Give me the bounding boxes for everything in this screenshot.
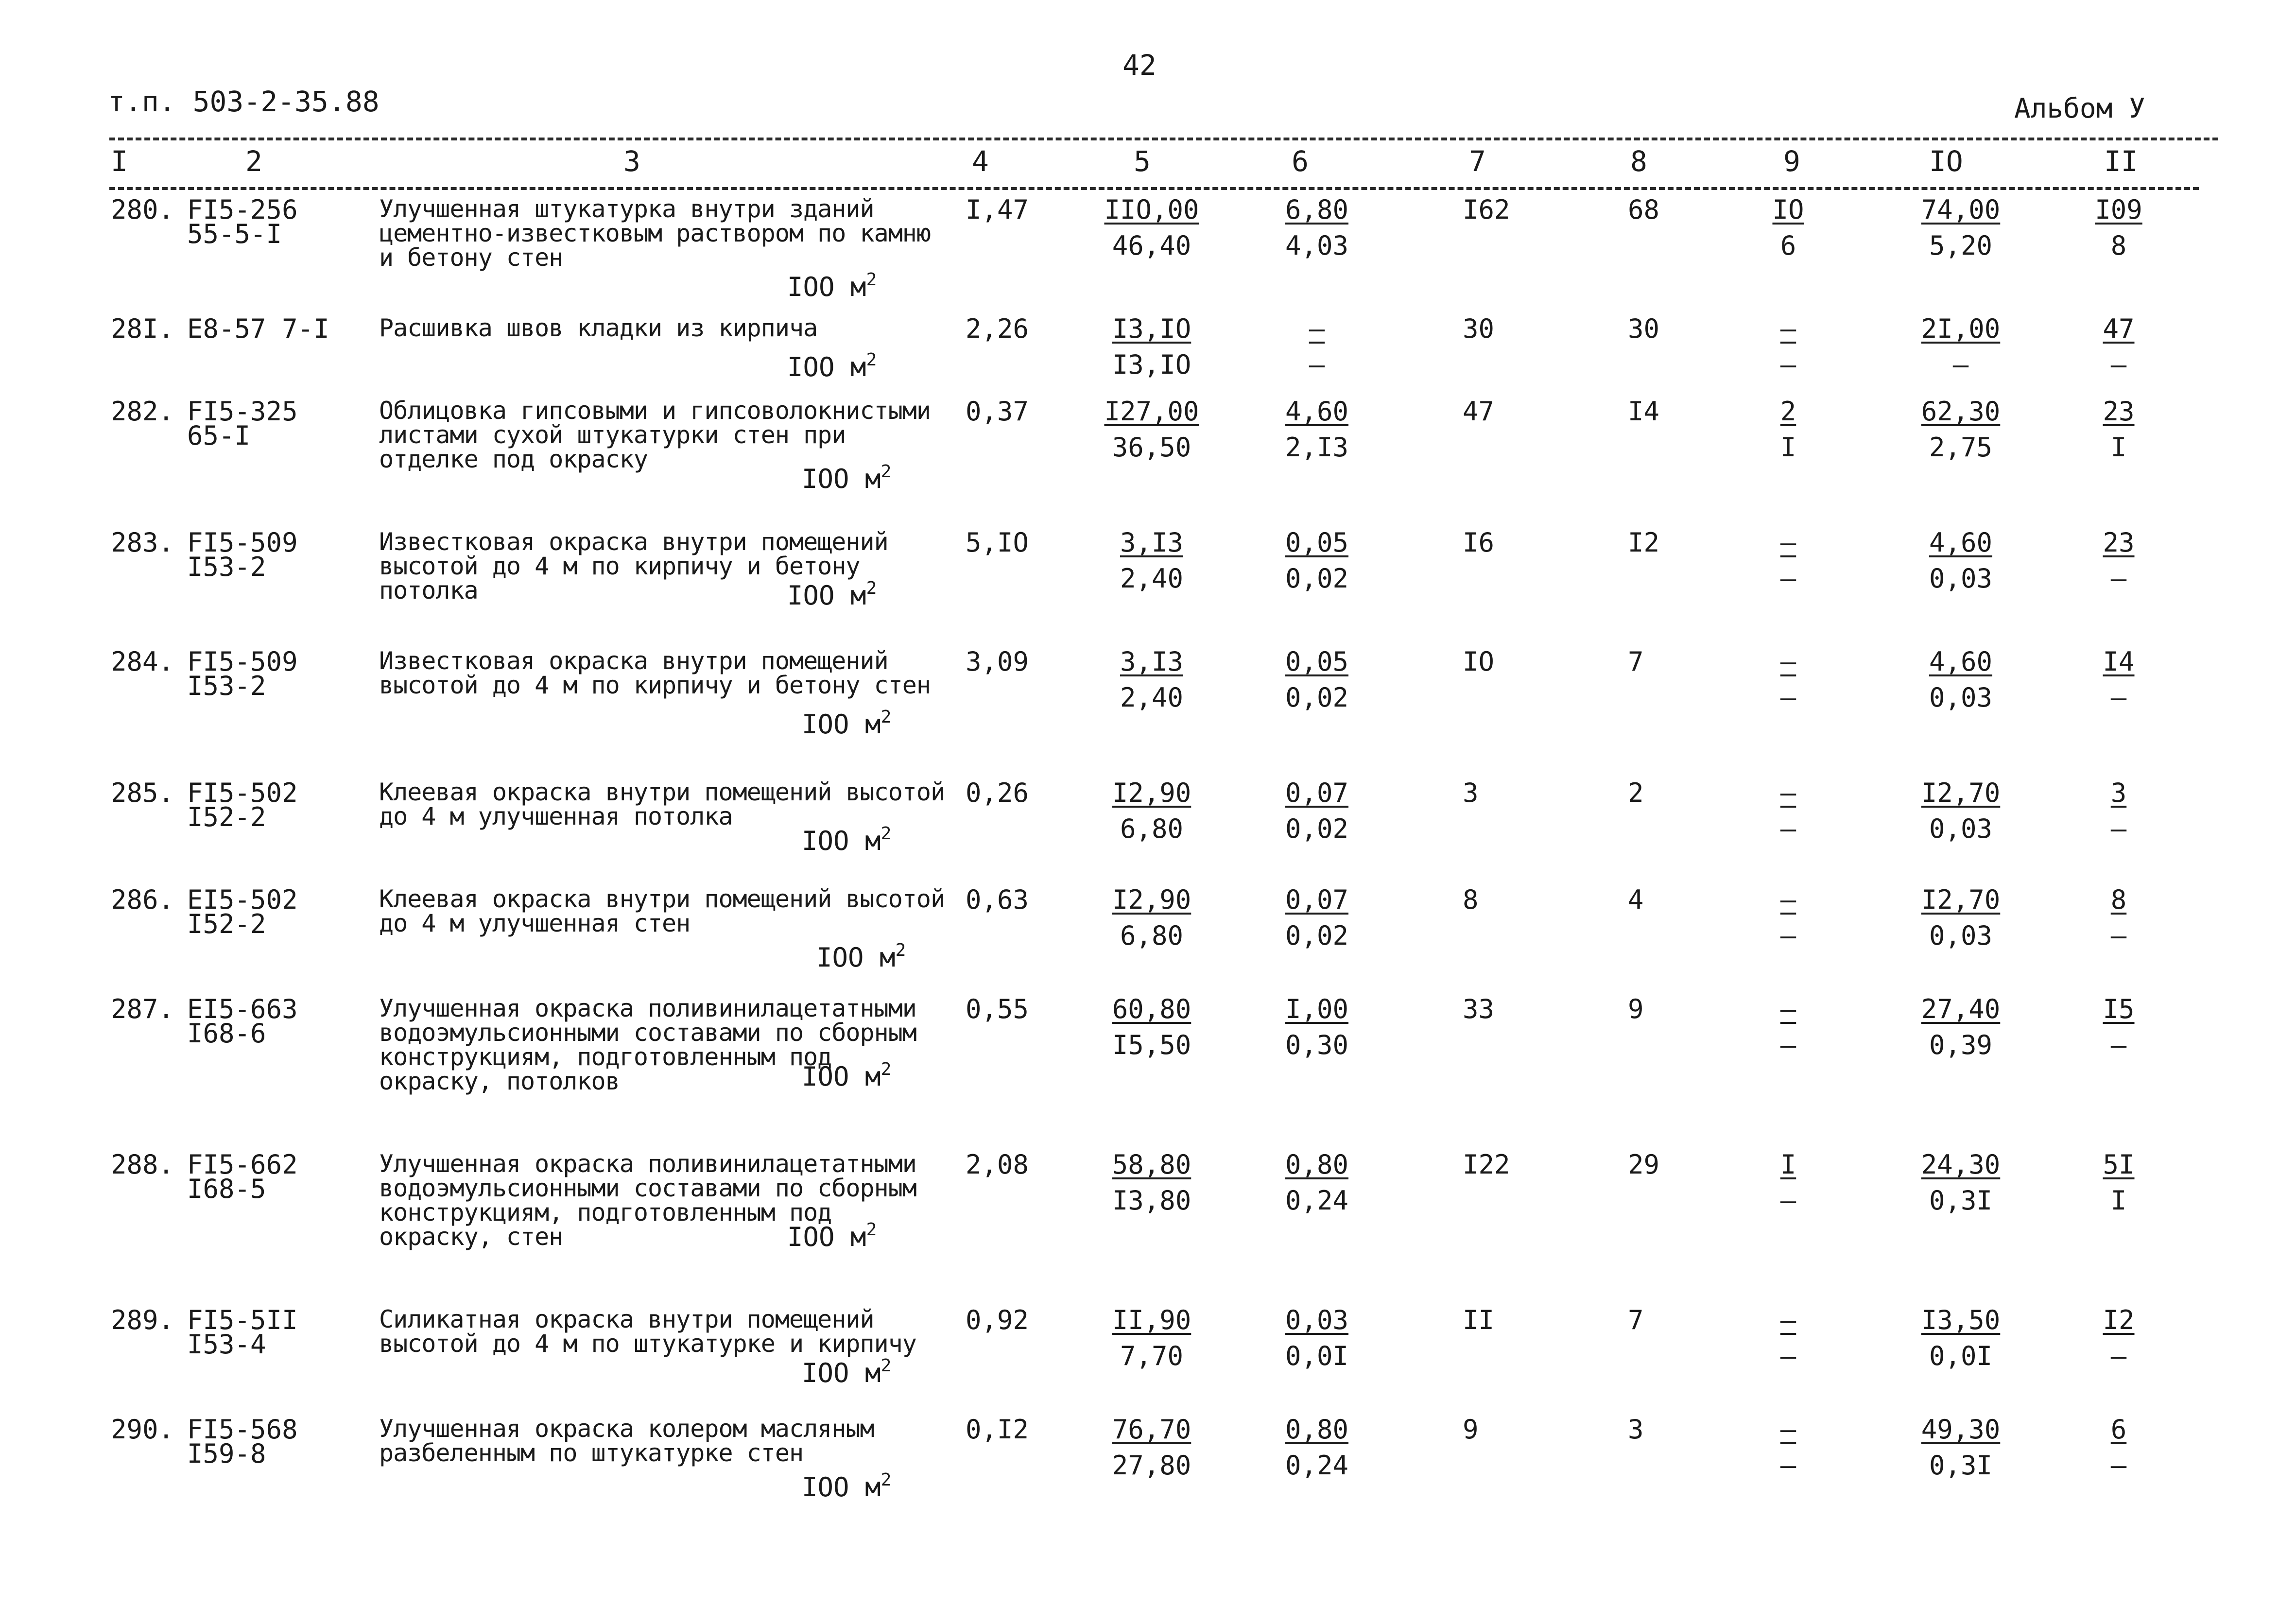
- c6-fraction: [1259, 780, 1375, 842]
- c6-numerator: 6,80: [1285, 194, 1349, 225]
- c11-denominator: –: [2110, 1450, 2127, 1481]
- column-8-value: 9: [1628, 994, 1644, 1024]
- column-8-value: I4: [1628, 396, 1660, 427]
- column-number: 6: [1292, 145, 1309, 178]
- c5-denominator: 2,40: [1120, 682, 1184, 713]
- work-description: Силикатная окраска внутри помещений высотой до 4 м по штукатурке и кирпичу: [379, 1305, 916, 1358]
- rate-code: FI5-502: [187, 778, 298, 808]
- c5-fraction: [1093, 996, 1210, 1058]
- quantity-value: 0,63: [966, 884, 1029, 915]
- rate-code: EI5-663: [187, 994, 298, 1024]
- c11-numerator: 8: [2110, 884, 2127, 915]
- work-description: Облицовка гипсовыми и гипсоволокнистыми листами сухой штукатурки стен при отделке под окраску: [379, 397, 931, 473]
- c6-denominator: 0,02: [1285, 813, 1349, 844]
- rate-code: EI5-502: [187, 884, 298, 915]
- c6-numerator: 4,60: [1285, 396, 1349, 427]
- column-number: 5: [1134, 145, 1151, 178]
- c9-fraction: [1730, 1307, 1847, 1369]
- unit-text: IOO м: [787, 1222, 866, 1252]
- c9-fraction: [1730, 1414, 1847, 1481]
- c10-denominator: 2,75: [1929, 432, 1993, 463]
- unit-of-measure: IOO $м^2$: [787, 270, 877, 302]
- rate-code: FI5-5II: [187, 1305, 298, 1335]
- header-top-rule: [109, 138, 2218, 140]
- c10-fraction: [1902, 884, 2019, 951]
- c9-fraction: [1730, 646, 1847, 713]
- c5-denominator: 36,50: [1112, 432, 1191, 463]
- c5-denominator: 2,40: [1120, 563, 1184, 594]
- c11-numerator: I09: [2095, 194, 2142, 225]
- unit-text: IOO м: [802, 464, 881, 494]
- column-7-value: 9: [1463, 1414, 1479, 1445]
- c11-numerator: 47: [2103, 313, 2135, 344]
- c6-numerator: 0,80: [1285, 1414, 1349, 1445]
- c6-fraction: [1259, 313, 1375, 380]
- c5-denominator: I5,50: [1112, 1030, 1191, 1060]
- rate-code-sub: I53-2: [187, 671, 266, 701]
- c9-fraction: [1730, 194, 1847, 261]
- c10-numerator: I2,70: [1921, 884, 2001, 915]
- c10-numerator: 24,30: [1921, 1149, 2001, 1180]
- c9-numerator: –: [1780, 1414, 1796, 1445]
- column-number: 3: [623, 145, 640, 178]
- c11-denominator: I: [2110, 432, 2127, 463]
- c6-fraction: [1259, 1414, 1375, 1481]
- quantity-value: 5,IO: [966, 527, 1029, 558]
- c5-fraction: [1093, 884, 1210, 951]
- c11-denominator: –: [2110, 813, 2127, 844]
- c9-fraction: [1730, 398, 1847, 461]
- row-number: 290.: [111, 1414, 174, 1445]
- unit-of-measure: IOO $м^2$: [802, 824, 892, 856]
- c10-fraction: [1902, 194, 2019, 261]
- quantity-value: 0,55: [966, 994, 1029, 1024]
- quantity-value: I,47: [966, 194, 1029, 225]
- column-number: 4: [972, 145, 989, 178]
- unit-text: IOO м: [802, 1472, 881, 1503]
- c5-denominator: 6,80: [1120, 920, 1184, 951]
- c11-fraction: [2060, 1149, 2177, 1216]
- column-number: 7: [1469, 145, 1486, 178]
- c6-numerator: 0,05: [1285, 527, 1349, 558]
- c6-numerator: 0,07: [1285, 884, 1349, 915]
- c10-denominator: 5,20: [1929, 230, 1993, 261]
- work-description: Улучшенная окраска колером масляным разбеленным по штукатурке стен: [379, 1415, 874, 1467]
- quantity-value: 0,37: [966, 396, 1029, 427]
- c5-denominator: 6,80: [1120, 813, 1184, 844]
- c11-fraction: [2060, 996, 2177, 1058]
- c10-fraction: [1902, 398, 2019, 461]
- c5-denominator: I3,80: [1112, 1185, 1191, 1216]
- c5-numerator: I2,90: [1112, 884, 1191, 915]
- row-number: 283.: [111, 527, 174, 558]
- c9-numerator: –: [1780, 1305, 1796, 1335]
- c6-numerator: I,00: [1285, 994, 1349, 1024]
- c9-denominator: –: [1780, 813, 1796, 844]
- c6-fraction: [1259, 194, 1375, 261]
- c11-fraction: [2060, 1307, 2177, 1369]
- c11-numerator: 5I: [2103, 1149, 2135, 1180]
- c6-denominator: 0,02: [1285, 920, 1349, 951]
- row-number: 280.: [111, 194, 174, 225]
- row-number: 286.: [111, 884, 174, 915]
- quantity-value: 2,26: [966, 313, 1029, 344]
- c11-fraction: [2060, 313, 2177, 380]
- rate-code-sub: I53-2: [187, 552, 266, 582]
- c6-fraction: [1259, 996, 1375, 1058]
- unit-text: IOO м: [787, 352, 866, 382]
- rate-code: E8-57 7-I: [187, 313, 329, 344]
- c5-denominator: I3,IO: [1112, 349, 1191, 380]
- album-label: Альбом У: [2014, 93, 2145, 124]
- document-code: т.п. 503-2-35.88: [108, 85, 380, 118]
- c11-fraction: [2060, 646, 2177, 713]
- row-number: 289.: [111, 1305, 174, 1335]
- c5-numerator: I2,90: [1112, 778, 1191, 808]
- c10-fraction: [1902, 1307, 2019, 1369]
- c6-numerator: 0,05: [1285, 646, 1349, 677]
- c11-denominator: –: [2110, 563, 2127, 594]
- c11-numerator: I2: [2103, 1305, 2135, 1335]
- c5-numerator: 60,80: [1112, 994, 1191, 1024]
- c11-fraction: [2060, 780, 2177, 842]
- c10-numerator: 62,30: [1921, 396, 2001, 427]
- column-number: 9: [1783, 145, 1800, 178]
- rate-code: FI5-256: [187, 194, 298, 225]
- c5-numerator: 76,70: [1112, 1414, 1191, 1445]
- c10-denominator: 0,03: [1929, 563, 1993, 594]
- rate-code: FI5-325: [187, 396, 298, 427]
- unit-of-measure: IOO $м^2$: [802, 1059, 892, 1092]
- column-8-value: 3: [1628, 1414, 1644, 1445]
- column-8-value: I2: [1628, 527, 1660, 558]
- unit-of-measure: IOO $м^2$: [787, 1220, 877, 1252]
- c9-numerator: I: [1780, 1149, 1796, 1180]
- c11-numerator: 23: [2103, 527, 2135, 558]
- c10-fraction: [1902, 313, 2019, 380]
- c9-denominator: –: [1780, 920, 1796, 951]
- column-8-value: 30: [1628, 313, 1660, 344]
- c9-fraction: [1730, 996, 1847, 1058]
- column-8-value: 4: [1628, 884, 1644, 915]
- unit-of-measure: IOO $м^2$: [787, 350, 877, 382]
- rate-code-sub: I53-4: [187, 1329, 266, 1360]
- column-number: 8: [1630, 145, 1647, 178]
- rate-code-sub: I68-5: [187, 1174, 266, 1204]
- c5-denominator: 7,70: [1120, 1341, 1184, 1371]
- work-description: Расшивка швов кладки из кирпича: [379, 314, 818, 342]
- c5-fraction: [1093, 1307, 1210, 1369]
- c6-numerator: 0,07: [1285, 778, 1349, 808]
- work-description: Известковая окраска внутри помещений высотой до 4 м по кирпичу и бетону стен: [379, 647, 931, 699]
- c5-denominator: 27,80: [1112, 1450, 1191, 1481]
- unit-of-measure: IOO $м^2$: [802, 1356, 892, 1388]
- c11-numerator: I4: [2103, 646, 2135, 677]
- c10-numerator: I3,50: [1921, 1305, 2001, 1335]
- column-7-value: 3: [1463, 778, 1479, 808]
- c6-numerator: 0,03: [1285, 1305, 1349, 1335]
- c9-fraction: [1730, 884, 1847, 951]
- c9-numerator: –: [1780, 527, 1796, 558]
- c5-numerator: 58,80: [1112, 1149, 1191, 1180]
- c11-denominator: I: [2110, 1185, 2127, 1216]
- c10-denominator: 0,03: [1929, 920, 1993, 951]
- quantity-value: 0,92: [966, 1305, 1029, 1335]
- c5-fraction: [1093, 527, 1210, 594]
- c5-fraction: [1093, 1149, 1210, 1216]
- c9-denominator: –: [1780, 1450, 1796, 1481]
- rate-code: FI5-568: [187, 1414, 298, 1445]
- c10-numerator: 2I,00: [1921, 313, 2001, 344]
- c6-denominator: 0,02: [1285, 682, 1349, 713]
- c9-denominator: –: [1780, 563, 1796, 594]
- c6-denominator: 0,0I: [1285, 1341, 1349, 1371]
- header-bottom-rule: [109, 187, 2199, 190]
- rate-code: FI5-509: [187, 527, 298, 558]
- c6-fraction: [1259, 646, 1375, 713]
- column-8-value: 7: [1628, 646, 1644, 677]
- c9-fraction: [1730, 527, 1847, 594]
- c5-fraction: [1093, 194, 1210, 261]
- c11-numerator: I5: [2103, 994, 2135, 1024]
- rate-code: FI5-662: [187, 1149, 298, 1180]
- c11-denominator: –: [2110, 682, 2127, 713]
- c6-denominator: –: [1309, 349, 1325, 380]
- c6-fraction: [1259, 527, 1375, 594]
- c11-fraction: [2060, 194, 2177, 261]
- c5-numerator: I3,IO: [1112, 313, 1191, 344]
- c9-numerator: IO: [1772, 194, 1804, 225]
- c6-fraction: [1259, 1307, 1375, 1369]
- c11-denominator: –: [2110, 1341, 2127, 1371]
- c5-fraction: [1093, 646, 1210, 713]
- unit-text: IOO м: [802, 1061, 881, 1092]
- c5-fraction: [1093, 1414, 1210, 1481]
- c9-numerator: –: [1780, 313, 1796, 344]
- work-description: Улучшенная окраска поливинилацетатными водоэмульсионными составами по сборным конструкциям, подготовленным под окраску, потолков: [379, 994, 916, 1095]
- column-7-value: I22: [1463, 1149, 1510, 1180]
- c6-denominator: 0,02: [1285, 563, 1349, 594]
- work-description: Улучшенная окраска поливинилацетатными водоэмульсионными составами по сборным конструкциям, подготовленным под окраску, стен: [379, 1150, 916, 1251]
- c10-numerator: 4,60: [1929, 646, 1993, 677]
- c11-denominator: 8: [2110, 230, 2127, 261]
- c9-fraction: [1730, 1149, 1847, 1216]
- unit-text: IOO м: [802, 826, 881, 856]
- work-description: Клеевая окраска внутри помещений высотой до 4 м улучшенная стен: [379, 885, 945, 937]
- rate-code-sub: I52-2: [187, 802, 266, 832]
- unit-of-measure: IOO $м^2$: [787, 578, 877, 611]
- c10-fraction: [1902, 996, 2019, 1058]
- c10-numerator: I2,70: [1921, 778, 2001, 808]
- unit-text: IOO м: [816, 942, 896, 973]
- column-number: I: [111, 145, 128, 178]
- c10-denominator: 0,3I: [1929, 1450, 1993, 1481]
- rate-code-sub: I59-8: [187, 1438, 266, 1469]
- c6-denominator: 0,24: [1285, 1450, 1349, 1481]
- unit-text: IOO м: [787, 272, 866, 302]
- row-number: 284.: [111, 646, 174, 677]
- c6-denominator: 0,24: [1285, 1185, 1349, 1216]
- c5-fraction: [1093, 398, 1210, 461]
- c6-denominator: 4,03: [1285, 230, 1349, 261]
- c11-fraction: [2060, 398, 2177, 461]
- c10-numerator: 27,40: [1921, 994, 2001, 1024]
- work-description: Клеевая окраска внутри помещений высотой до 4 м улучшенная потолка: [379, 778, 945, 830]
- column-8-value: 2: [1628, 778, 1644, 808]
- column-7-value: I6: [1463, 527, 1495, 558]
- c10-numerator: 74,00: [1921, 194, 2001, 225]
- column-7-value: 33: [1463, 994, 1495, 1024]
- c10-fraction: [1902, 1414, 2019, 1481]
- column-number: II: [2104, 145, 2138, 178]
- c6-fraction: [1259, 1149, 1375, 1216]
- c6-fraction: [1259, 884, 1375, 951]
- c9-denominator: –: [1780, 349, 1796, 380]
- c9-denominator: –: [1780, 1341, 1796, 1371]
- column-7-value: I62: [1463, 194, 1510, 225]
- rate-code: FI5-509: [187, 646, 298, 677]
- row-number: 288.: [111, 1149, 174, 1180]
- c10-fraction: [1902, 780, 2019, 842]
- column-number: IO: [1929, 145, 1963, 178]
- row-number: 282.: [111, 396, 174, 427]
- quantity-value: 0,I2: [966, 1414, 1029, 1445]
- quantity-value: 2,08: [966, 1149, 1029, 1180]
- unit-text: IOO м: [802, 709, 881, 740]
- c10-fraction: [1902, 646, 2019, 713]
- c5-numerator: 3,I3: [1120, 646, 1184, 677]
- c11-denominator: –: [2110, 349, 2127, 380]
- column-number: 2: [245, 145, 262, 178]
- row-number: 28I.: [111, 313, 174, 344]
- unit-text: IOO м: [787, 580, 866, 611]
- row-number: 285.: [111, 778, 174, 808]
- unit-of-measure: IOO $м^2$: [802, 462, 892, 494]
- c11-fraction: [2060, 884, 2177, 951]
- c11-fraction: [2060, 1414, 2177, 1481]
- c6-denominator: 2,I3: [1285, 432, 1349, 463]
- c5-numerator: II,90: [1112, 1305, 1191, 1335]
- c5-numerator: 3,I3: [1120, 527, 1184, 558]
- column-8-value: 68: [1628, 194, 1660, 225]
- c11-fraction: [2060, 527, 2177, 594]
- column-7-value: II: [1463, 1305, 1495, 1335]
- c10-denominator: 0,3I: [1929, 1185, 1993, 1216]
- c9-numerator: –: [1780, 994, 1796, 1024]
- c9-numerator: –: [1780, 778, 1796, 808]
- c11-numerator: 6: [2110, 1414, 2127, 1445]
- c10-numerator: 49,30: [1921, 1414, 2001, 1445]
- c6-numerator: 0,80: [1285, 1149, 1349, 1180]
- row-number: 287.: [111, 994, 174, 1024]
- column-7-value: 8: [1463, 884, 1479, 915]
- c11-numerator: 23: [2103, 396, 2135, 427]
- c11-numerator: 3: [2110, 778, 2127, 808]
- c10-denominator: 0,39: [1929, 1030, 1993, 1060]
- column-7-value: 30: [1463, 313, 1495, 344]
- unit-text: IOO м: [802, 1358, 881, 1388]
- c9-numerator: –: [1780, 646, 1796, 677]
- column-8-value: 7: [1628, 1305, 1644, 1335]
- column-7-value: 47: [1463, 396, 1495, 427]
- work-description: Известковая окраска внутри помещений высотой до 4 м по кирпичу и бетону потолка: [379, 528, 888, 605]
- column-8-value: 29: [1628, 1149, 1660, 1180]
- page-number: 42: [1122, 49, 1157, 82]
- unit-of-measure: IOO $м^2$: [802, 1470, 892, 1503]
- rate-code-sub: 65-I: [187, 420, 251, 451]
- c11-denominator: –: [2110, 1030, 2127, 1060]
- rate-code-sub: I68-6: [187, 1018, 266, 1049]
- c11-denominator: –: [2110, 920, 2127, 951]
- c6-numerator: –: [1309, 313, 1325, 344]
- c9-numerator: 2: [1780, 396, 1796, 427]
- c10-denominator: 0,0I: [1929, 1341, 1993, 1371]
- work-description: Улучшенная штукатурка внутри зданий цементно-известковым раствором по камню и бетону стен: [379, 195, 931, 272]
- c5-fraction: [1093, 780, 1210, 842]
- c10-denominator: –: [1952, 349, 1969, 380]
- c9-denominator: I: [1780, 432, 1796, 463]
- c5-numerator: IIO,00: [1104, 194, 1199, 225]
- c5-numerator: I27,00: [1104, 396, 1199, 427]
- c10-numerator: 4,60: [1929, 527, 1993, 558]
- c9-denominator: –: [1780, 682, 1796, 713]
- column-7-value: IO: [1463, 646, 1495, 677]
- c9-denominator: –: [1780, 1185, 1796, 1216]
- c5-denominator: 46,40: [1112, 230, 1191, 261]
- c10-fraction: [1902, 1149, 2019, 1216]
- c5-fraction: [1093, 313, 1210, 380]
- quantity-value: 3,09: [966, 646, 1029, 677]
- unit-of-measure: IOO $м^2$: [802, 707, 892, 740]
- c9-denominator: –: [1780, 1030, 1796, 1060]
- quantity-value: 0,26: [966, 778, 1029, 808]
- unit-of-measure: IOO $м^2$: [816, 940, 906, 973]
- c10-fraction: [1902, 527, 2019, 594]
- c9-fraction: [1730, 313, 1847, 380]
- c10-denominator: 0,03: [1929, 682, 1993, 713]
- rate-code-sub: 55-5-I: [187, 219, 282, 249]
- c9-numerator: –: [1780, 884, 1796, 915]
- c9-fraction: [1730, 780, 1847, 842]
- rate-code-sub: I52-2: [187, 909, 266, 939]
- c6-denominator: 0,30: [1285, 1030, 1349, 1060]
- c9-denominator: 6: [1780, 230, 1796, 261]
- c6-fraction: [1259, 398, 1375, 461]
- c10-denominator: 0,03: [1929, 813, 1993, 844]
